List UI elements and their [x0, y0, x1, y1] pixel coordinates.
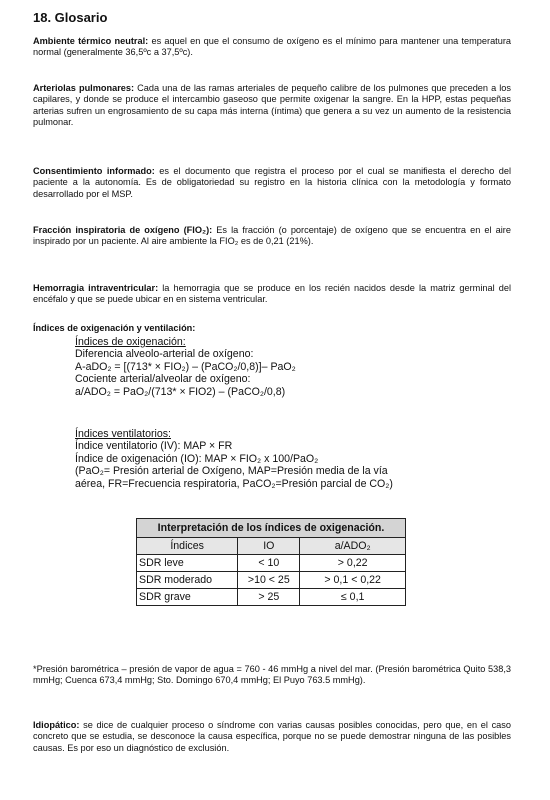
- ventilatory-heading: Índices ventilatorios:: [75, 428, 171, 440]
- table-header-cell: Índices: [137, 538, 238, 555]
- glossary-entry-consentimiento: [33, 166, 511, 200]
- entry-definition: es el documento que registra el proceso por el cual se manifiesta el derecho del paciente a la autonomía. Es de obligatoriedad su registro en la historia clínica con la metodología y formato desarrollado por el MSP.: [33, 166, 512, 199]
- entry-term: Ambiente térmico neutral:: [33, 36, 149, 46]
- formula-line: aérea, FR=Frecuencia respiratoria, PaCO₂=Presión parcial de CO₂): [75, 477, 393, 490]
- footnote: *Presión barométrica – presión de vapor de agua = 760 - 46 mmHg a nivel del mar. (Presión barométrica Quito 538,3 mmHg; Cuenca 673,4 mmHg; Sto. Domingo 670,4 mmHg; El Puyo 763.5 mmHg).: [33, 664, 511, 686]
- table-cell: > 25: [238, 589, 300, 606]
- formula-line: a/ADO₂ = PaO₂/(713* × FIO2) – (PaCO₂/0,8): [75, 385, 286, 398]
- entry-term: Fracción inspiratoria de oxígeno (FIO₂):: [33, 225, 213, 235]
- table-title: Interpretación de los índices de oxigenación.: [137, 519, 406, 538]
- formula-line: Índice de oxigenación (IO): MAP × FIO₂ x 100/PaO₂: [75, 452, 319, 465]
- table-cell: SDR grave: [137, 589, 238, 606]
- formula-line: (PaO₂= Presión arterial de Oxígeno, MAP=Presión media de la vía: [75, 465, 388, 478]
- entry-term: Consentimiento informado:: [33, 166, 155, 176]
- oxygenation-heading: Índices de oxigenación:: [75, 336, 186, 348]
- oxygenation-indices: [75, 336, 515, 398]
- entry-definition: se dice de cualquier proceso o síndrome con varias causas posibles conocidas, pero que, en el caso concreto que se estudia, se desconoce la causa específica, porque no se puede demostrar ninguna de las posibles causas. Es por eso un diagnóstico de exclusión.: [33, 720, 511, 753]
- table-cell: ≤ 0,1: [300, 589, 406, 606]
- section-title: 18. Glosario: [33, 10, 108, 25]
- ventilatory-indices: [75, 428, 515, 490]
- table-cell: SDR moderado: [137, 572, 238, 589]
- formula-line: Índice ventilatorio (IV): MAP × FR: [75, 440, 233, 453]
- table-cell: > 0,1 < 0,22: [300, 572, 406, 589]
- formula-line: Cociente arterial/alveolar de oxígeno:: [75, 373, 251, 386]
- table-row: [137, 572, 406, 589]
- formula-line: Diferencia alveolo-arterial de oxígeno:: [75, 348, 254, 361]
- entry-term: Arteriolas pulmonares:: [33, 83, 135, 93]
- glossary-entry-hemorragia: [33, 283, 511, 306]
- table-cell: SDR leve: [137, 555, 238, 572]
- table-cell: < 10: [238, 555, 300, 572]
- glossary-entry-ambiente: [33, 36, 511, 59]
- entry-term: Idiopático:: [33, 720, 80, 730]
- entry-definition: la hemorragia que se produce en los recién nacidos desde la matriz germinal del encéfalo y que se puede ubicar en en sistema ventricular.: [33, 283, 512, 305]
- table-row: [137, 589, 406, 606]
- entry-definition: es aquel en que el consumo de oxígeno es el mínimo para mantener una temperatura normal (generalmente 36,5ºc a 37,5ºc).: [33, 36, 512, 58]
- entry-definition: Es la fracción (o porcentaje) de oxígeno que se encuentra en el aire inspirado por un paciente. Al aire ambiente la FIO₂ es de 0,21 (21%).: [33, 225, 511, 247]
- table-row: [137, 555, 406, 572]
- table-cell: > 0,22: [300, 555, 406, 572]
- glossary-entry-fio2: [33, 225, 511, 248]
- entry-definition: Cada una de las ramas arteriales de pequeño calibre de los pulmones que preceden a los capilares, y donde se produce el intercambio gaseoso que permite oxigenar la sangre. En la HPP, estas pequeñas arterias sufren un engrosamiento de su capa más interna (íntima) que genera a su vez un aumento de la resistencia pulmonar.: [33, 83, 511, 128]
- glossary-entry-idiopatico: [33, 720, 511, 754]
- table-header-cell: IO: [238, 538, 300, 555]
- indices-table: [136, 518, 406, 606]
- indices-heading: Índices de oxigenación y ventilación:: [33, 323, 196, 333]
- glossary-entry-arteriolas: [33, 83, 511, 129]
- entry-term: Hemorragia intraventricular:: [33, 283, 159, 293]
- formula-line: A-aDO₂ = [(713* × FIO₂) – (PaCO₂/0,8)]– PaO₂: [75, 360, 296, 373]
- table-header-cell: a/ADO₂: [300, 538, 406, 555]
- table-cell: >10 < 25: [238, 572, 300, 589]
